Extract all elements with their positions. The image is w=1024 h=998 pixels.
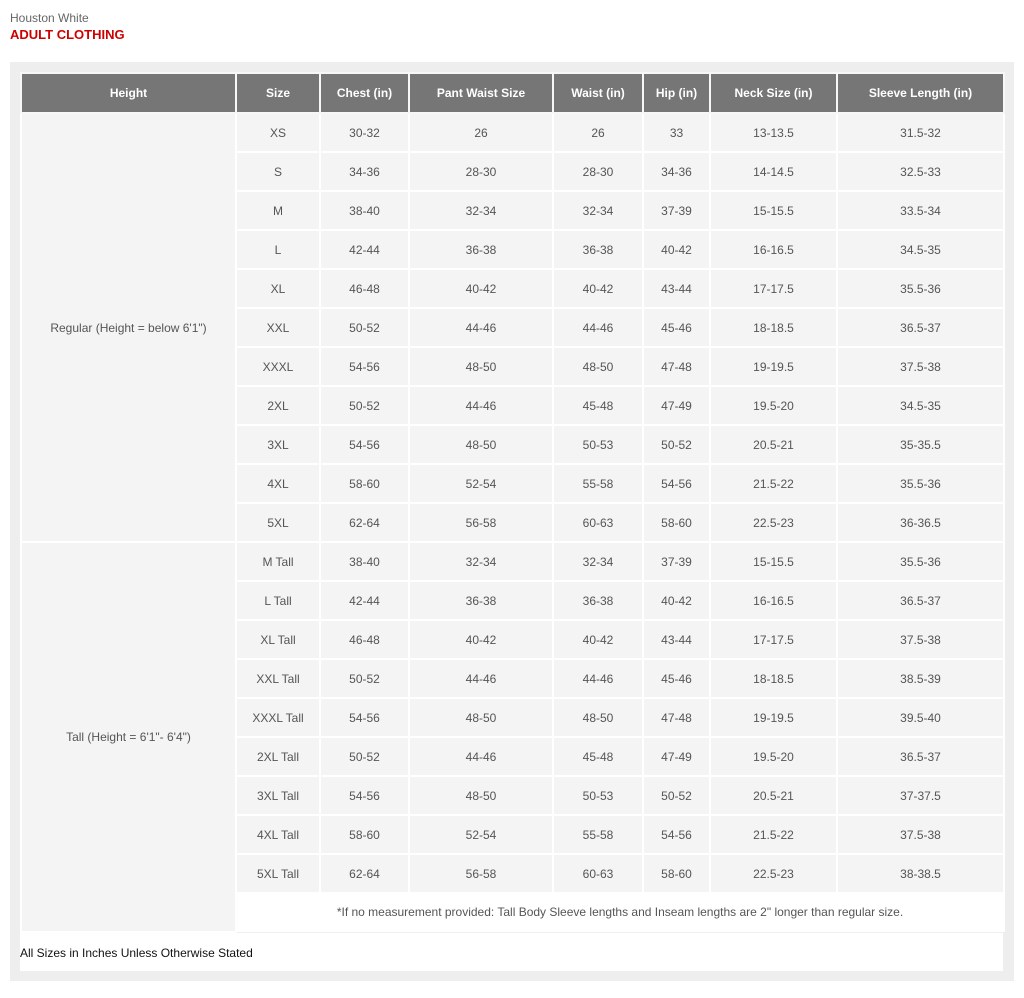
waist-cell: 40-42 [553,620,643,659]
neck-cell: 16-16.5 [710,230,837,269]
neck-cell: 19-19.5 [710,698,837,737]
waist-cell: 48-50 [553,698,643,737]
header-waist: Waist (in) [553,73,643,113]
chest-cell: 34-36 [320,152,409,191]
pant-waist-cell: 28-30 [409,152,553,191]
sleeve-cell: 34.5-35 [837,230,1004,269]
hip-cell: 43-44 [643,269,710,308]
hip-cell: 40-42 [643,230,710,269]
size-cell: XS [236,113,320,152]
sleeve-cell: 37.5-38 [837,347,1004,386]
header-row [21,73,1004,113]
footer-note: All Sizes in Inches Unless Otherwise Stated [20,946,253,960]
pant-waist-cell: 36-38 [409,581,553,620]
waist-cell: 32-34 [553,191,643,230]
hip-cell: 50-52 [643,425,710,464]
hip-cell: 43-44 [643,620,710,659]
sleeve-cell: 35.5-36 [837,542,1004,581]
brand-name: Houston White [10,11,89,25]
chest-cell: 62-64 [320,854,409,893]
waist-cell: 44-46 [553,659,643,698]
table-row [21,113,1004,152]
size-cell: XXXL [236,347,320,386]
hip-cell: 37-39 [643,542,710,581]
hip-cell: 47-48 [643,347,710,386]
sleeve-cell: 37.5-38 [837,815,1004,854]
waist-cell: 50-53 [553,425,643,464]
hip-cell: 58-60 [643,503,710,542]
pant-waist-cell: 40-42 [409,620,553,659]
sleeve-cell: 35-35.5 [837,425,1004,464]
pant-waist-cell: 44-46 [409,659,553,698]
chest-cell: 46-48 [320,620,409,659]
sleeve-cell: 32.5-33 [837,152,1004,191]
header-pant-waist: Pant Waist Size [409,73,553,113]
chest-cell: 58-60 [320,464,409,503]
pant-waist-cell: 44-46 [409,737,553,776]
header-height: Height [21,73,236,113]
waist-cell: 60-63 [553,854,643,893]
size-cell: XXL Tall [236,659,320,698]
neck-cell: 13-13.5 [710,113,837,152]
neck-cell: 18-18.5 [710,308,837,347]
chest-cell: 58-60 [320,815,409,854]
size-cell: L Tall [236,581,320,620]
chest-cell: 42-44 [320,230,409,269]
pant-waist-cell: 26 [409,113,553,152]
waist-cell: 36-38 [553,230,643,269]
size-cell: 5XL Tall [236,854,320,893]
pant-waist-cell: 56-58 [409,503,553,542]
waist-cell: 32-34 [553,542,643,581]
chest-cell: 54-56 [320,425,409,464]
header-size: Size [236,73,320,113]
waist-cell: 48-50 [553,347,643,386]
size-cell: 2XL Tall [236,737,320,776]
footer-box [20,933,1003,971]
sleeve-cell: 31.5-32 [837,113,1004,152]
chest-cell: 38-40 [320,191,409,230]
waist-cell: 28-30 [553,152,643,191]
size-cell: 4XL Tall [236,815,320,854]
waist-cell: 36-38 [553,581,643,620]
hip-cell: 47-49 [643,737,710,776]
neck-cell: 20.5-21 [710,425,837,464]
pant-waist-cell: 36-38 [409,230,553,269]
waist-cell: 60-63 [553,503,643,542]
chest-cell: 54-56 [320,347,409,386]
measurement-note: *If no measurement provided: Tall Body Sleeve lengths and Inseam lengths are 2" longer than regular size. [236,893,1004,931]
size-cell: 2XL [236,386,320,425]
chest-cell: 30-32 [320,113,409,152]
size-cell: L [236,230,320,269]
pant-waist-cell: 44-46 [409,386,553,425]
sleeve-cell: 35.5-36 [837,269,1004,308]
section-title: ADULT CLOTHING [10,27,125,42]
hip-cell: 37-39 [643,191,710,230]
neck-cell: 19.5-20 [710,386,837,425]
header-sleeve: Sleeve Length (in) [837,73,1004,113]
neck-cell: 17-17.5 [710,620,837,659]
sleeve-cell: 35.5-36 [837,464,1004,503]
spacer-cell [236,931,1004,932]
sleeve-cell: 36.5-37 [837,581,1004,620]
pant-waist-cell: 56-58 [409,854,553,893]
sleeve-cell: 38-38.5 [837,854,1004,893]
pant-waist-cell: 52-54 [409,815,553,854]
header-neck: Neck Size (in) [710,73,837,113]
chest-cell: 38-40 [320,542,409,581]
size-cell: XXXL Tall [236,698,320,737]
sleeve-cell: 36.5-37 [837,737,1004,776]
size-cell: S [236,152,320,191]
hip-cell: 33 [643,113,710,152]
neck-cell: 17-17.5 [710,269,837,308]
size-chart-panel [10,62,1014,981]
neck-cell: 21.5-22 [710,464,837,503]
hip-cell: 47-49 [643,386,710,425]
pant-waist-cell: 44-46 [409,308,553,347]
size-cell: 3XL Tall [236,776,320,815]
pant-waist-cell: 48-50 [409,425,553,464]
sleeve-cell: 38.5-39 [837,659,1004,698]
height-group-label: Tall (Height = 6'1"- 6'4") [21,542,236,932]
neck-cell: 18-18.5 [710,659,837,698]
header-chest: Chest (in) [320,73,409,113]
waist-cell: 26 [553,113,643,152]
neck-cell: 15-15.5 [710,542,837,581]
hip-cell: 50-52 [643,776,710,815]
neck-cell: 19-19.5 [710,347,837,386]
hip-cell: 34-36 [643,152,710,191]
sleeve-cell: 36.5-37 [837,308,1004,347]
pant-waist-cell: 32-34 [409,191,553,230]
neck-cell: 22.5-23 [710,503,837,542]
waist-cell: 50-53 [553,776,643,815]
waist-cell: 45-48 [553,737,643,776]
pant-waist-cell: 48-50 [409,347,553,386]
table-row [21,542,1004,581]
hip-cell: 45-46 [643,659,710,698]
header-hip: Hip (in) [643,73,710,113]
size-cell: M Tall [236,542,320,581]
chest-cell: 42-44 [320,581,409,620]
size-cell: XL [236,269,320,308]
sleeve-cell: 33.5-34 [837,191,1004,230]
hip-cell: 45-46 [643,308,710,347]
chest-cell: 50-52 [320,308,409,347]
sleeve-cell: 34.5-35 [837,386,1004,425]
chest-cell: 62-64 [320,503,409,542]
waist-cell: 45-48 [553,386,643,425]
pant-waist-cell: 48-50 [409,698,553,737]
waist-cell: 55-58 [553,464,643,503]
pant-waist-cell: 32-34 [409,542,553,581]
pant-waist-cell: 52-54 [409,464,553,503]
size-cell: 4XL [236,464,320,503]
neck-cell: 22.5-23 [710,854,837,893]
hip-cell: 54-56 [643,464,710,503]
chest-cell: 50-52 [320,659,409,698]
size-cell: XL Tall [236,620,320,659]
hip-cell: 47-48 [643,698,710,737]
table-body [21,113,1004,932]
size-cell: M [236,191,320,230]
size-cell: 3XL [236,425,320,464]
sleeve-cell: 36-36.5 [837,503,1004,542]
hip-cell: 54-56 [643,815,710,854]
neck-cell: 14-14.5 [710,152,837,191]
chest-cell: 46-48 [320,269,409,308]
neck-cell: 20.5-21 [710,776,837,815]
waist-cell: 40-42 [553,269,643,308]
size-cell: XXL [236,308,320,347]
chest-cell: 50-52 [320,737,409,776]
pant-waist-cell: 40-42 [409,269,553,308]
waist-cell: 55-58 [553,815,643,854]
hip-cell: 58-60 [643,854,710,893]
neck-cell: 21.5-22 [710,815,837,854]
height-group-label: Regular (Height = below 6'1") [21,113,236,542]
neck-cell: 16-16.5 [710,581,837,620]
size-chart-table [20,72,1005,933]
sleeve-cell: 39.5-40 [837,698,1004,737]
size-cell: 5XL [236,503,320,542]
neck-cell: 15-15.5 [710,191,837,230]
pant-waist-cell: 48-50 [409,776,553,815]
chest-cell: 50-52 [320,386,409,425]
neck-cell: 19.5-20 [710,737,837,776]
sleeve-cell: 37-37.5 [837,776,1004,815]
hip-cell: 40-42 [643,581,710,620]
chest-cell: 54-56 [320,776,409,815]
waist-cell: 44-46 [553,308,643,347]
sleeve-cell: 37.5-38 [837,620,1004,659]
chest-cell: 54-56 [320,698,409,737]
